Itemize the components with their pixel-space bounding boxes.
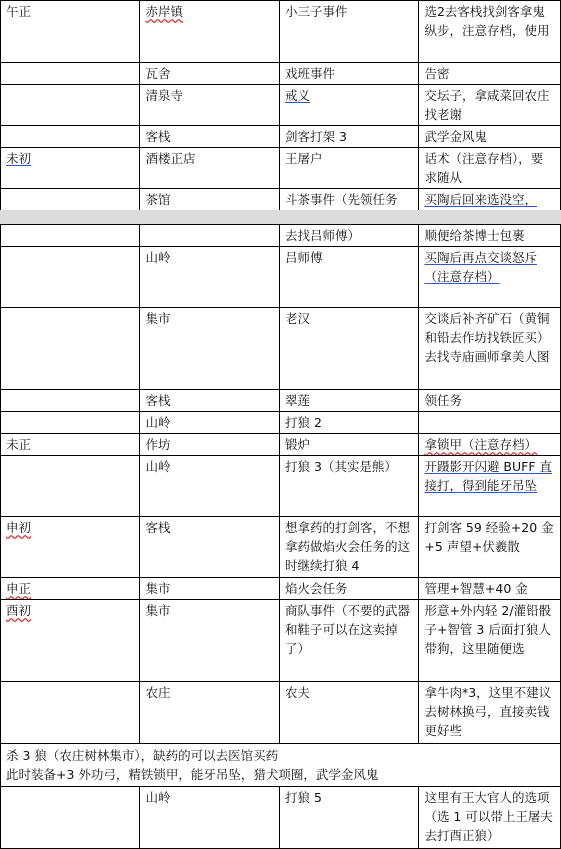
- location-cell: 赤岸镇: [140, 1, 279, 63]
- event-cell: 王屠户: [279, 148, 418, 189]
- document-page-1: [0, 0, 561, 211]
- event-cell: 锻炉: [279, 434, 418, 456]
- event-cell: 戏班事件: [279, 63, 418, 85]
- location-cell: 客栈: [140, 390, 279, 412]
- time-cell: [1, 308, 140, 390]
- time-cell: [1, 247, 140, 308]
- schedule-table-part-2: [0, 224, 561, 849]
- merged-note-row: [1, 744, 561, 787]
- location-cell: 清泉寺: [140, 85, 279, 126]
- location-cell: 山岭: [140, 247, 279, 308]
- location-cell: 集市: [140, 600, 279, 682]
- time-cell: [1, 126, 140, 148]
- location-cell: 酒楼正店: [140, 148, 279, 189]
- event-cell: 打狼 2: [279, 412, 418, 434]
- event-cell: 剑客打架 3: [279, 126, 418, 148]
- event-cell: 打狼 3（其实是熊）: [279, 456, 418, 517]
- table-row: [1, 600, 561, 682]
- note-cell: 顺便给茶博士包裹: [419, 225, 561, 247]
- table-row: [1, 189, 561, 211]
- table-row: [1, 225, 561, 247]
- event-cell: 吕师傅: [279, 247, 418, 308]
- time-cell: 申正: [1, 578, 140, 600]
- time-cell: [1, 85, 140, 126]
- time-cell: [1, 63, 140, 85]
- table-row: [1, 412, 561, 434]
- table-row: [1, 63, 561, 85]
- time-cell: [1, 412, 140, 434]
- event-cell: 去找吕师傅）: [279, 225, 418, 247]
- note-cell: 打剑客 59 经验+20 金+5 声望+伏羲散: [419, 517, 561, 578]
- table-row: [1, 85, 561, 126]
- note-cell: 交坛子，拿咸菜回农庄找老谢: [419, 85, 561, 126]
- location-cell: 作坊: [140, 434, 279, 456]
- note-line-1: 杀 3 狼（农庄树林集市），缺药的可以去医馆买药: [6, 748, 279, 763]
- note-cell: 管理+智慧+40 金: [419, 578, 561, 600]
- table-row: [1, 787, 561, 849]
- event-cell: 戒义: [279, 85, 418, 126]
- table-row: [1, 517, 561, 578]
- location-cell: 山岭: [140, 787, 279, 849]
- table-row: [1, 148, 561, 189]
- note-line-2: 此时装备+3 外功弓，精铁锁甲，能牙吊坠，猎犬项圈，武学金风鬼: [6, 767, 379, 782]
- table-row: [1, 390, 561, 412]
- time-cell: 未初: [1, 148, 140, 189]
- table-row: [1, 126, 561, 148]
- event-cell: 翠莲: [279, 390, 418, 412]
- note-cell: [419, 412, 561, 434]
- note-cell: 交谈后补齐矿石（黄铜和铅去作坊找铁匠买）去找寺庙画师拿美人图: [419, 308, 561, 390]
- event-cell: 商队事件（不要的武器和鞋子可以在这卖掉了）: [279, 600, 418, 682]
- table-row: [1, 308, 561, 390]
- time-cell: 酉初: [1, 600, 140, 682]
- time-cell: [1, 225, 140, 247]
- table-row: [1, 682, 561, 744]
- location-cell: 客栈: [140, 517, 279, 578]
- event-cell: 想拿药的打剑客，不想拿药做焰火会任务的这时继续打狼 4: [279, 517, 418, 578]
- note-cell: 拿锁甲（注意存档）: [419, 434, 561, 456]
- location-cell: 瓦舍: [140, 63, 279, 85]
- time-cell: 申初: [1, 517, 140, 578]
- location-cell: 山岭: [140, 456, 279, 517]
- note-cell: 告密: [419, 63, 561, 85]
- note-cell: 开蹑影开闪避 BUFF 直接打，得到能牙吊坠: [419, 456, 561, 517]
- time-cell: [1, 456, 140, 517]
- time-cell: [1, 682, 140, 744]
- location-cell: 山岭: [140, 412, 279, 434]
- location-cell: 集市: [140, 578, 279, 600]
- table-row: [1, 434, 561, 456]
- note-cell: 这里有王大官人的选项（选 1 可以带上王屠夫去打酉正狼）: [419, 787, 561, 849]
- event-cell: 焰火会任务: [279, 578, 418, 600]
- time-cell: 未正: [1, 434, 140, 456]
- location-cell: 农庄: [140, 682, 279, 744]
- table-row: [1, 578, 561, 600]
- note-cell: 话术（注意存档），要求随从: [419, 148, 561, 189]
- note-cell: 拿牛肉*3，这里不建议去树林换弓，直接卖钱更好些: [419, 682, 561, 744]
- note-cell: 选2去客栈找剑客拿鬼纵步，注意存档，使用: [419, 1, 561, 63]
- event-cell: 斗茶事件（先领任务: [279, 189, 418, 211]
- event-cell: 老汉: [279, 308, 418, 390]
- event-cell: 打狼 5: [279, 787, 418, 849]
- event-cell: 农夫: [279, 682, 418, 744]
- table-row: [1, 247, 561, 308]
- location-cell: 茶馆: [140, 189, 279, 211]
- time-cell: [1, 390, 140, 412]
- event-cell: 小三子事件: [279, 1, 418, 63]
- time-cell: 午正: [1, 1, 140, 63]
- note-cell: 形意+外内轻 2/灌铅骰子+智管 3 后面打狼人带狗，这里随便选: [419, 600, 561, 682]
- location-cell: [140, 225, 279, 247]
- document-page-2: [0, 224, 561, 849]
- table-row: [1, 1, 561, 63]
- location-cell: 客栈: [140, 126, 279, 148]
- location-cell: 集市: [140, 308, 279, 390]
- table-row: [1, 456, 561, 517]
- time-cell: [1, 189, 140, 211]
- note-cell: 买陶后再点交谈怒斥（注意存档）: [419, 247, 561, 308]
- note-cell: 买陶后回来选没空，: [419, 189, 561, 211]
- schedule-table-part-1: [0, 0, 561, 211]
- page-break: [0, 210, 561, 224]
- note-cell: 领任务: [419, 390, 561, 412]
- merged-note-cell: [1, 744, 561, 787]
- note-cell: 武学金风鬼: [419, 126, 561, 148]
- time-cell: [1, 787, 140, 849]
